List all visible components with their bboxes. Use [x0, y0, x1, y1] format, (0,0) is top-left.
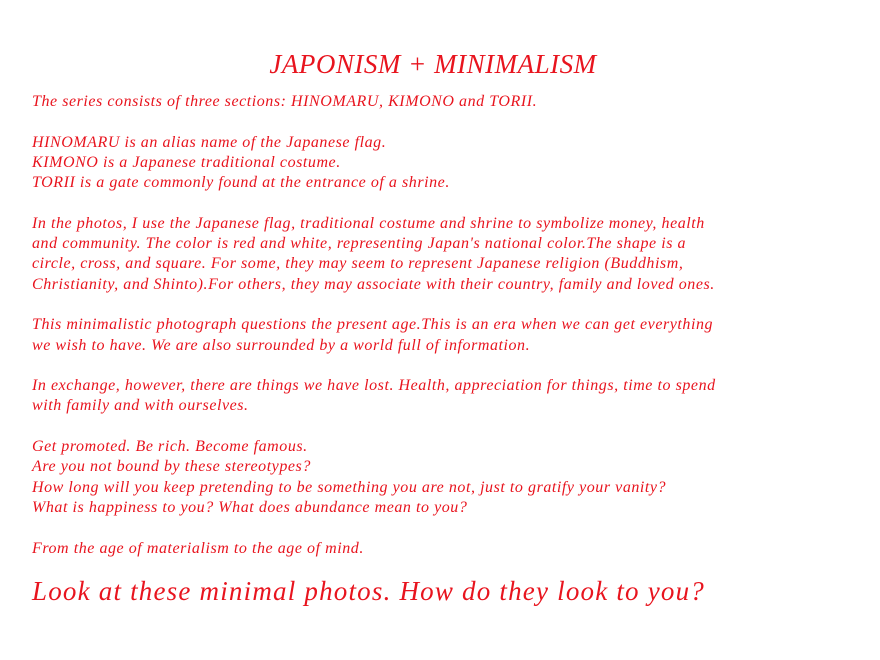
text-line: From the age of materialism to the age of mind.: [32, 539, 364, 557]
statement-body: [32, 92, 872, 579]
text-line: Get promoted. Be rich. Become famous.: [32, 438, 308, 456]
paragraph-materialism: [32, 539, 872, 559]
text-line: This minimalistic photograph questions the present age.This is an era when we can get everything: [32, 316, 714, 334]
text-line: Christianity, and Shinto).For others, they may associate with their country, family and loved ones.: [32, 275, 715, 293]
text-line: we wish to have. We are also surrounded by a world full of information.: [32, 336, 531, 354]
paragraph-present-age: [32, 315, 872, 356]
text-line: In exchange, however, there are things we have lost. Health, appreciation for things, time to spend: [32, 377, 716, 395]
paragraph-questions: [32, 437, 872, 518]
text-line: with family and with ourselves.: [32, 397, 249, 415]
paragraph-intro: [32, 92, 872, 112]
text-line: HINOMARU is an alias name of the Japanese flag.: [32, 133, 387, 151]
paragraph-symbolism: [32, 214, 872, 295]
paragraph-definitions: [32, 133, 872, 194]
text-line: In the photos, I use the Japanese flag, traditional costume and shrine to symbolize money, health: [32, 214, 705, 232]
text-line: The series consists of three sections: HINOMARU, KIMONO and TORII.: [32, 93, 538, 110]
text-line: and community. The color is red and white, representing Japan's national color.The shape is a: [32, 235, 687, 253]
text-line: TORII is a gate commonly found at the entrance of a shrine.: [32, 174, 450, 192]
page-title: JAPONISM + MINIMALISM: [269, 49, 597, 79]
text-line: Are you not bound by these stereotypes?: [32, 458, 311, 476]
text-line: What is happiness to you? What does abundance mean to you?: [32, 498, 468, 516]
text-line: circle, cross, and square. For some, they may seem to represent Japanese religion (Buddhism,: [32, 255, 684, 273]
text-line: KIMONO is a Japanese traditional costume.: [32, 153, 341, 171]
text-line: How long will you keep pretending to be something you are not, just to gratify your vanity?: [32, 478, 667, 496]
paragraph-loss: [32, 376, 872, 417]
closing-statement: Look at these minimal photos. How do they look to you?: [32, 576, 705, 606]
